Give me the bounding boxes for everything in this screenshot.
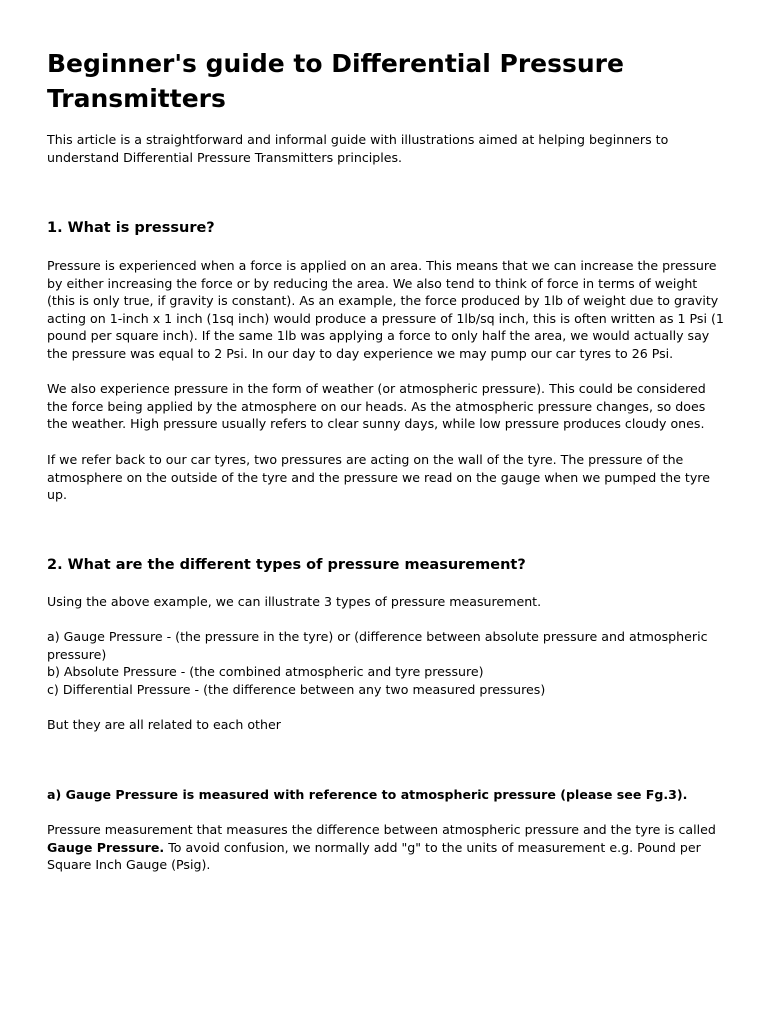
section-2-heading: 2. What are the different types of pressure measurement? — [47, 557, 526, 573]
paragraph-line: by either increasing the force or by reducing the area. We also tend to think of force in terms of weight — [47, 275, 698, 291]
paragraph-line: But they are all related to each other — [47, 717, 281, 732]
paragraph-line: pound per square inch). If the same 1lb was applying a force to only half the area, we would actually say — [47, 328, 710, 344]
paragraph-line: the pressure was equal to 2 Psi. In our day to day experience we may pump our car tyres to 26 Psi. — [47, 345, 674, 361]
paragraph-text: To avoid confusion, we normally add "g" to the units of measurement e.g. Pound per — [164, 839, 701, 855]
intro-line: understand Differential Pressure Transmitters principles. — [47, 149, 403, 165]
paragraph-line: Pressure measurement that measures the difference between atmospheric pressure and the tyre is called — [47, 822, 716, 837]
paragraph-line: Using the above example, we can illustrate 3 types of pressure measurement. — [47, 594, 542, 609]
paragraph-line: Square Inch Gauge (Psig). — [47, 857, 211, 873]
paragraph-line — [47, 839, 737, 857]
paragraph-line: (this is only true, if gravity is constant). As an example, the force produced by 1lb of weight due to gravity — [47, 293, 719, 309]
section-1-paragraph-1 — [47, 257, 737, 363]
document-title — [47, 46, 737, 116]
subheading-line: a) Gauge Pressure is measured with reference to atmospheric pressure (please see Fg.3). — [47, 787, 688, 802]
section-2-intro — [47, 593, 737, 611]
paragraph-line: Pressure is experienced when a force is applied on an area. This means that we can increase the pressure — [47, 258, 717, 273]
paragraph-line: the weather. High pressure usually refers to clear sunny days, while low pressure produces cloudy ones. — [47, 416, 705, 432]
paragraph-line: atmosphere on the outside of the tyre and the pressure we read on the gauge when we pumped the tyre — [47, 469, 710, 485]
list-item: b) Absolute Pressure - (the combined atmospheric and tyre pressure) — [47, 664, 484, 680]
list-item: pressure) — [47, 646, 107, 662]
section-3-paragraph — [47, 821, 737, 874]
title-line-2: Transmitters — [47, 84, 226, 113]
section-2-related — [47, 716, 737, 734]
list-item: a) Gauge Pressure - (the pressure in the tyre) or (difference between absolute pressure and atmospheric — [47, 629, 708, 644]
section-3-heading — [47, 786, 737, 804]
list-item: c) Differential Pressure - (the difference between any two measured pressures) — [47, 681, 546, 697]
section-1-paragraph-3 — [47, 451, 737, 504]
paragraph-line: We also experience pressure in the form of weather (or atmospheric pressure). This could be considered — [47, 381, 706, 396]
pressure-types-list — [47, 628, 737, 698]
section-1-paragraph-2 — [47, 380, 737, 433]
intro-paragraph — [47, 131, 737, 166]
paragraph-line: If we refer back to our car tyres, two pressures are acting on the wall of the tyre. The pressure of the — [47, 452, 684, 467]
paragraph-line: the force being applied by the atmosphere on our heads. As the atmospheric pressure changes, so does — [47, 398, 706, 414]
gauge-pressure-term: Gauge Pressure. — [47, 839, 165, 855]
section-1-heading: 1. What is pressure? — [47, 220, 215, 236]
intro-line: This article is a straightforward and informal guide with illustrations aimed at helping beginners to — [47, 132, 669, 147]
paragraph-line: up. — [47, 487, 67, 503]
title-line-1: Beginner's guide to Differential Pressure — [47, 49, 624, 78]
paragraph-line: acting on 1-inch x 1 inch (1sq inch) would produce a pressure of 1lb/sq inch, this is often written as 1 Psi (1 — [47, 310, 724, 326]
